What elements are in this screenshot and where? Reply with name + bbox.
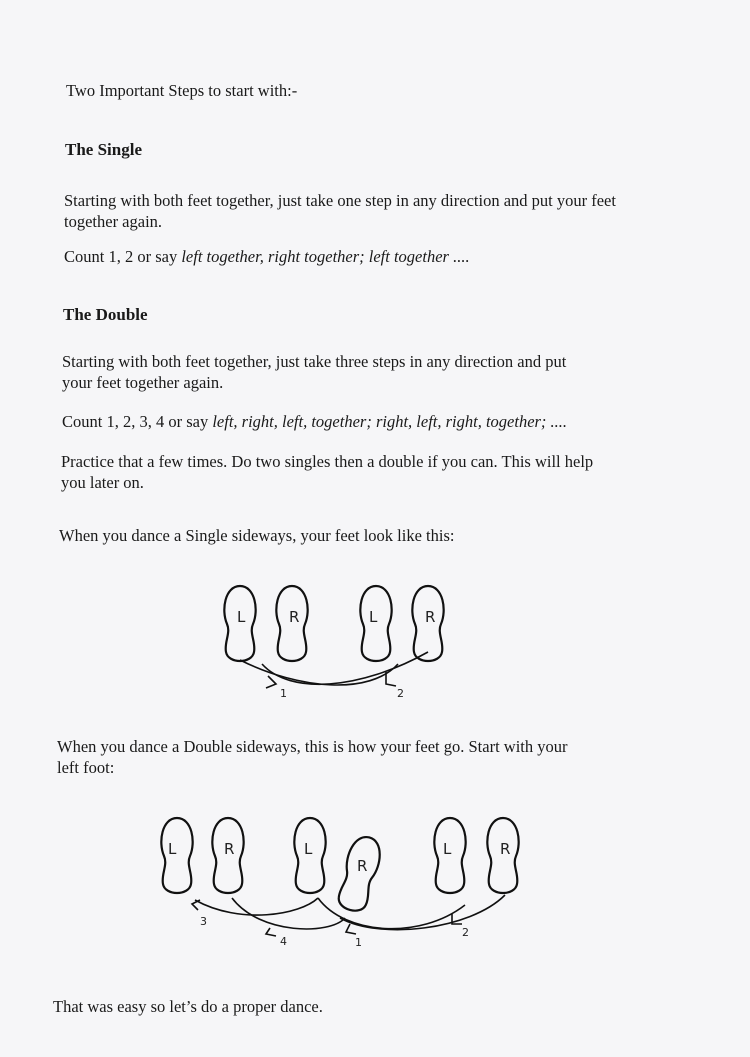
double-caption-line2: left foot:: [57, 758, 115, 777]
foot-letter: R: [289, 608, 300, 626]
double-count-prefix: Count 1, 2, 3, 4 or say: [62, 412, 213, 431]
double-caption-line1: When you dance a Double sideways, this is how your feet go. Start with your: [57, 737, 568, 756]
step-path-arc: [195, 898, 318, 915]
step-path-arc: [262, 652, 428, 684]
foot-letter: R: [357, 857, 368, 875]
closing-line: That was easy so let’s do a proper dance.: [53, 997, 323, 1016]
step-count-label: 2: [462, 926, 469, 939]
step-count-label: 2: [397, 687, 404, 700]
intro-line: Two Important Steps to start with:-: [66, 81, 298, 100]
single-heading: The Single: [65, 140, 142, 159]
double-heading: The Double: [63, 305, 148, 324]
foot-letter: R: [425, 608, 436, 626]
step-path-arc: [232, 898, 345, 929]
single-caption: When you dance a Single sideways, your feet look like this:: [59, 526, 455, 545]
foot-letter: L: [369, 608, 378, 626]
step-count-label: 3: [200, 915, 207, 928]
step-count-label: 1: [355, 936, 362, 949]
practice-line2: you later on.: [61, 473, 144, 492]
arrow-head: [346, 924, 356, 934]
foot-letter: L: [443, 840, 452, 858]
foot-outline: [161, 818, 192, 893]
single-description: Starting with both feet together, just take one step in any direction and put your feet together again.: [64, 191, 616, 231]
foot-letter: R: [224, 840, 235, 858]
foot-letter: L: [168, 840, 177, 858]
arrow-head: [386, 672, 396, 686]
double-description-line2: your feet together again.: [62, 373, 224, 392]
step-count-label: 1: [280, 687, 287, 700]
step-count-label: 4: [280, 935, 287, 948]
single-diagram: [224, 586, 443, 700]
practice-line1: Practice that a few times. Do two singles then a double if you can. This will help: [61, 452, 594, 471]
double-description-line1: Starting with both feet together, just take three steps in any direction and put: [62, 352, 567, 371]
foot-letter: L: [237, 608, 246, 626]
single-count-prefix: Count 1, 2 or say: [64, 247, 182, 266]
double-count-words: left, right, left, together; right, left, right, together; ....: [212, 412, 568, 431]
arrow-head: [266, 676, 276, 688]
arrow-head: [266, 928, 276, 936]
step-path-arc: [240, 660, 398, 685]
foot-letter: L: [304, 840, 313, 858]
foot-letter: R: [500, 840, 511, 858]
single-count-words: left together, right together; left together ....: [181, 247, 470, 266]
double-diagram: [161, 818, 518, 949]
